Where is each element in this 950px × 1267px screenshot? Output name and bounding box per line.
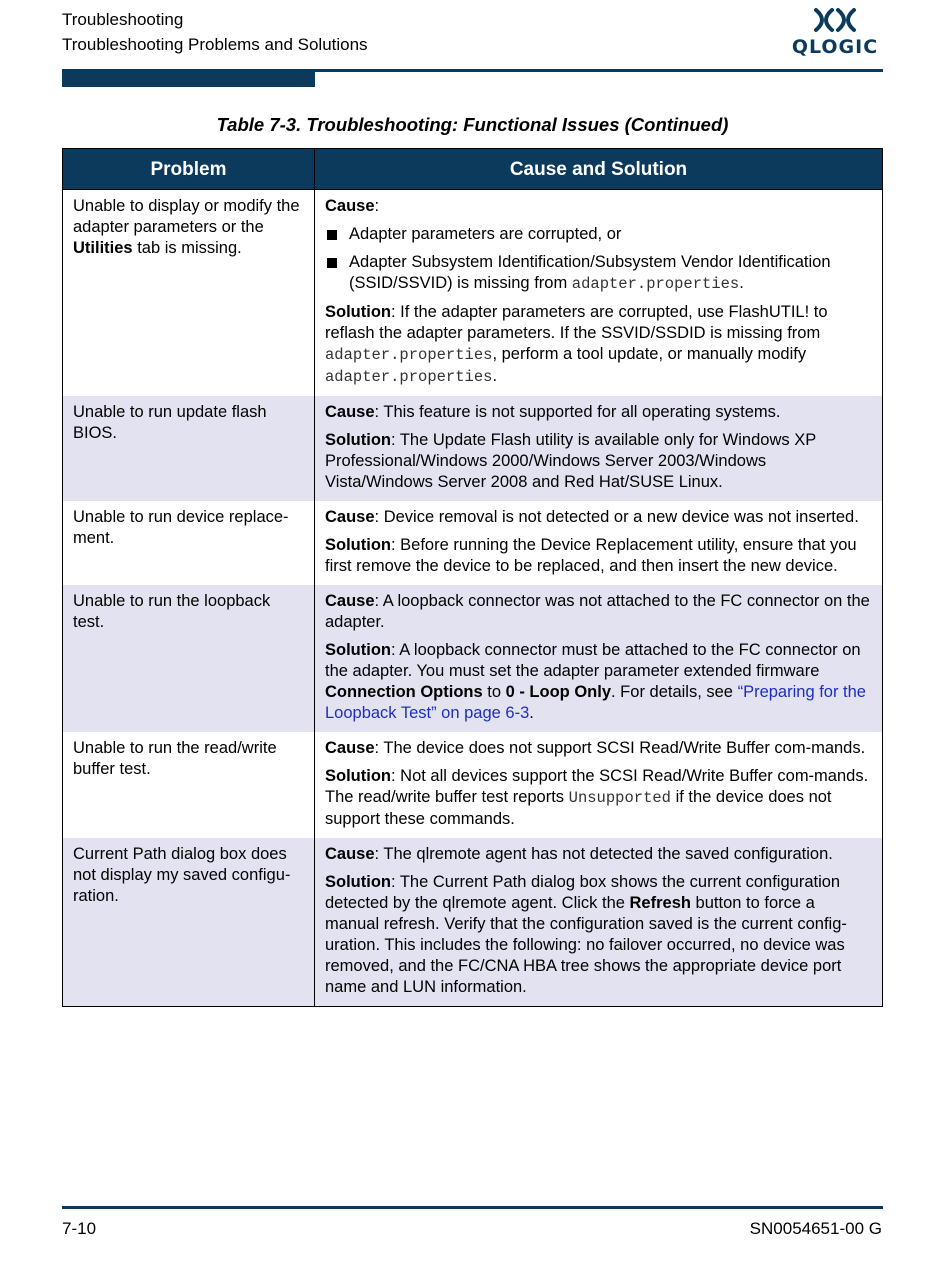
list-item: Adapter parameters are corrupted, or xyxy=(325,224,872,245)
cause-paragraph: Cause: xyxy=(325,197,380,215)
problem-cell: Unable to run the loopback test. xyxy=(63,585,315,732)
qlogic-mark-icon xyxy=(788,6,882,36)
problem-cell: Unable to display or modify the adapter parameters or the Utilities tab is missing. xyxy=(63,190,315,397)
table-row xyxy=(63,732,883,838)
solution-paragraph: Solution: If the adapter parameters are corrupted, use FlashUTIL! to reflash the adapter parameters. If the SSVID/SSDID is missing from adapter.properties, perform a tool update, or manually modify adapter.properties. xyxy=(325,303,828,386)
problem-cell: Unable to run update flash BIOS. xyxy=(63,396,315,501)
cause-paragraph: Cause: The qlremote agent has not detected the saved configuration. xyxy=(325,845,833,863)
solution-cell xyxy=(315,190,883,397)
table-row xyxy=(63,396,883,501)
cause-paragraph: Cause: The device does not support SCSI Read/Write Buffer com-mands. xyxy=(325,739,866,757)
solution-cell xyxy=(315,838,883,1007)
problem-cell: Current Path dialog box does not display my saved configu-ration. xyxy=(63,838,315,1007)
solution-paragraph: Solution: Before running the Device Replacement utility, ensure that you first remove the device to be replaced, and then insert the new device. xyxy=(325,536,857,575)
list-item: Adapter Subsystem Identification/Subsystem Vendor Identification (SSID/SSVID) is missing from adapter.properties. xyxy=(325,252,872,295)
cause-list xyxy=(325,224,872,295)
qlogic-logo xyxy=(788,6,882,62)
problem-cell: Unable to run device replace-ment. xyxy=(63,501,315,585)
solution-paragraph: Solution: Not all devices support the SCSI Read/Write Buffer com-mands. The read/write buffer test reports Unsupported if the device does not support these commands. xyxy=(325,767,869,828)
cause-paragraph: Cause: This feature is not supported for all operating systems. xyxy=(325,403,781,421)
solution-cell xyxy=(315,396,883,501)
table-header-row xyxy=(63,149,883,190)
solution-cell xyxy=(315,501,883,585)
table-caption: Table 7-3. Troubleshooting: Functional Issues (Continued) xyxy=(216,114,729,135)
cause-paragraph: Cause: A loopback connector was not attached to the FC connector on the adapter. xyxy=(325,592,870,631)
solution-paragraph: Solution: A loopback connector must be attached to the FC connector on the adapter. You must set the adapter parameter extended firmware Connection Options to 0 - Loop Only. For details, see “Preparing for the Loopback Test” on page 6-3. xyxy=(325,641,866,722)
page-number: 7-10 xyxy=(62,1219,97,1238)
header-section: Troubleshooting xyxy=(62,10,184,29)
solution-paragraph: Solution: The Current Path dialog box shows the current configuration detected by the qlremote agent. Click the Refresh button to force a manual refresh. Verify that the configuration saved is the current config-uration. This includes the following: no failover occurred, no device was removed, and the FC/CNA HBA tree shows the appropriate device port name and LUN information. xyxy=(325,873,847,996)
logo-text: QLOGIC xyxy=(791,36,879,58)
troubleshooting-table xyxy=(62,148,883,1007)
loopback-test-link[interactable]: “Preparing for the Loopback Test” on page 6-3 xyxy=(325,683,866,722)
footer-rule xyxy=(62,1206,883,1209)
header-rule-accent xyxy=(62,72,315,87)
solution-paragraph: Solution: The Update Flash utility is available only for Windows XP Professional/Windows 2000/Windows Server 2003/Windows Vista/Windows Server 2008 and Red Hat/SUSE Linux. xyxy=(325,431,816,491)
column-header-problem: Problem xyxy=(63,149,315,190)
table-row xyxy=(63,838,883,1007)
problem-cell: Unable to run the read/write buffer test. xyxy=(63,732,315,838)
header-subsection: Troubleshooting Problems and Solutions xyxy=(62,35,368,54)
solution-cell xyxy=(315,732,883,838)
table-row xyxy=(63,501,883,585)
column-header-cause-solution: Cause and Solution xyxy=(315,149,883,190)
cause-paragraph: Cause: Device removal is not detected or a new device was not inserted. xyxy=(325,508,859,526)
utilities-tab-ref: Utilities xyxy=(73,239,133,257)
solution-cell xyxy=(315,585,883,732)
table-row xyxy=(63,585,883,732)
table-row xyxy=(63,190,883,397)
document-id: SN0054651-00 G xyxy=(749,1219,882,1238)
